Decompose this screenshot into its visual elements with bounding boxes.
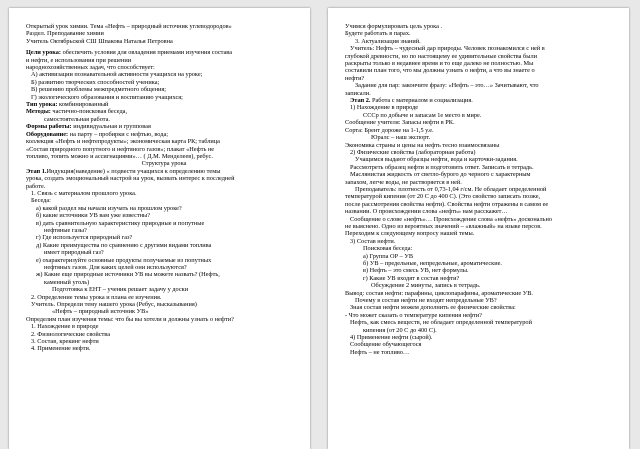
right-page-line: Переходим к следующему вопросу нашей темы. [345,230,475,238]
left-page-line [26,168,302,175]
left-page-line: Открытый урок химии. Тема «Нефть – природный источник углеводородов» [26,23,232,30]
bold-lead: Этап 1. [26,167,47,175]
line-rest: обеспечить условия для овладения приемами изучения состава [61,49,232,57]
right-page-line: глубокой древности, но по настоящему ее удивительные свойства были [345,52,537,60]
left-page-line: Учитель Октябрьской СШ Шпакова Наталья Петровна [26,37,173,45]
right-page-line: 3. Актуализация знаний. [355,37,421,45]
document-page-right [328,8,629,449]
bold-lead: Тип урока: [26,101,58,109]
right-page-line: температурой кипения (от 20 С до 400 С). (Это свойство записать позже, [345,193,541,201]
right-page-line: Маслянистая жидкость от светло-бурого до черного с характерным [350,171,531,179]
right-page-line: Экономика страны и цены на нефть тесно взаимосвязаны [345,141,500,149]
right-page-line: Почему в состав нефти не входят непредельные УВ? [355,297,497,305]
right-page-line: Вывод: состав нефти: парафины, циклопарафины, ароматические УВ. [345,289,534,297]
right-page-line [345,97,621,104]
left-page-line: 2. Определение темы урока и плана ее изучения. [31,293,162,301]
right-page-line: кипения (от 20 С до 400 С). [363,326,437,334]
left-page-text [26,23,302,353]
right-page-line: Задание для пар: закончите фразу: «Нефть – это…» Зачитывают, что [355,82,539,90]
left-page-line: Беседа: [31,197,51,205]
left-page-line [26,108,302,115]
right-page-line: 2) Физические свойства (лабораторная работа) [350,148,476,156]
bold-lead: Методы: [26,108,51,116]
bold-lead: Цели урока: [26,49,62,57]
right-page-line: Преподаватель: плотность от 0,73-1,04 г/см. Не обладает определенной [355,185,547,193]
left-page-line: е) охарактеризуйте основные продукты получаемые из попутных [36,256,212,264]
right-page-line: в) Нефть – это смесь УВ, нет формулы. [363,267,469,275]
right-page-line: 3) Состав нефти. [350,237,396,245]
left-page-line: б) какие источники УВ вам уже известны? [36,212,151,220]
left-page-line: Б) развитию творческих способностей ученика; [31,78,160,86]
left-page-line: урока, создать эмоциональный настрой на урок, вызвать интерес к последней [26,175,235,183]
left-page-line [26,123,302,130]
left-page-line: ж) Какие еще природные источники УВ вы можете назвать? (Нефть, [36,271,220,279]
left-page-line: работе. [26,182,46,190]
left-page-line: Раздел. Преподавание химии [26,30,104,38]
right-page-line: Сообщение обучающегося [350,341,422,349]
left-page-line: а) какой раздел мы начали изучать на прошлом уроке? [36,204,182,212]
left-page-line: каменный уголь) [44,278,90,286]
document-page-left [9,8,310,449]
right-page-line: Будете работать в парах. [345,30,411,38]
line-rest: Работа с материалом и социализация. [370,97,473,105]
right-page-line: Нефть – не топливо… [350,348,410,356]
left-page-line: Структура урока [141,160,187,168]
right-page-line: Сорта: Брент дороже на 1-1,5 у.е. [345,126,434,134]
left-page-line [26,49,302,56]
right-page-line: СССр по добыче и запасам 1е место в мире. [363,111,482,119]
left-page-line: имеет природный газ? [44,249,104,257]
right-page-line: б) УВ – предельные, непредельные, ароматические. [363,260,502,267]
right-page-line: раскрыты только в недавнее время и то еще далеко не полностью. Мы [345,60,534,68]
left-page-line: коллекция «Нефть и нефтепродукты»; экономическая карта РК; таблица [26,138,220,146]
right-page-line: Нефть, как смесь веществ, не обладает определенной температурой [350,319,532,327]
left-page-line: 1. Нахождение в природе [31,323,99,331]
right-page-line: Учащимся выдают образцы нефти, вода и карточки-задания. [355,156,518,164]
left-page-line: В) решению проблемы межпредметного общения; [31,86,167,94]
left-page-line: 4. Применение нефти. [31,345,91,353]
left-page-line: Подготовка к ЕНТ – ученик решает задачу у доски [52,286,189,294]
right-page-line: названии. О происхождении слова «нефть» нам расскажет… [345,208,508,216]
right-page-line: Поисковая беседа: [363,245,413,253]
right-page-line: 1) Нахождение в природе [350,104,419,112]
right-page-line: Обсуждение 2 минуты, запись в тетрадь. [371,282,481,290]
right-page-line: записали. [345,89,371,97]
line-rest: комбинированный [57,101,109,109]
right-page-line: Юралс – наш экспорт. [371,134,431,142]
left-page-line: 2. Физиологические свойства [31,330,110,338]
right-page-line: нефти? [345,74,365,82]
right-page-line: Учимся формулировать цель урока . [345,23,443,30]
right-page-line: Рассмотреть образец нефти и подготовить ответ. Записать в тетрадь. [350,163,534,171]
right-page-line: а) Группа ОР – УВ [363,252,414,260]
left-page-line: Г) экологического образования и воспитанию учащихся; [31,93,183,101]
left-page-line: 1. Связь с материалом прошлого урока. [31,189,137,197]
right-page-line: г) Какие УВ входят в состав нефти? [363,274,460,282]
bold-lead: Этап 2. [350,97,371,105]
line-rest: частично-поисковая беседа, [50,108,128,116]
left-page-line: нефтяные газы? [44,226,87,234]
left-page-line: и нефти, е использования при решении [26,56,132,64]
line-rest: индивидуальная и групповая [71,123,151,131]
right-page-line: не выяснено. Одно из вероятных значений – «влажный» на языке персов. [345,222,542,230]
right-page-line: составили план того, что мы должны узнать о нефти, а что вы знаете о [345,67,535,75]
bold-lead: Формы работы: [26,123,72,131]
left-page-line: в) дать сравнительную характеристику природные и попутные [36,219,205,227]
left-page-line: «Состав природного попутного и нефтяного газов»; плакат «Нефть не [26,145,215,153]
right-page-line: Учитель: Нефть – чудесный дар природы. Человек познакомился с ней в [350,45,545,53]
left-page-line: 3. Состав, крекинг нефти [31,338,99,346]
right-page-line: Сообщение учителя: Запасы нефти в РК. [345,119,455,127]
right-page-line: Зная состав нефти можем дополнить ее физические свойства: [350,304,516,312]
left-page-line: г) Где используется природный газ? [36,234,133,242]
left-page-line: Учитель. Определи тему нашего урока (Ребус, высказывания) [31,301,197,309]
left-page-line: топливо, топить можно и ассигнациями»… ( Д.М. Менделеев), ребус. [26,152,213,160]
left-page-line: Определим план изучения темы: что бы вы хотели и должны узнать о нефти? [26,315,234,323]
left-page-line [26,131,302,138]
right-page-text [345,23,621,356]
left-page-line: самостоятельная работа. [44,115,110,123]
right-page-line: после рассмотрения свойства нефти). Свойства нефти отражены в самом ее [345,200,549,208]
right-page-line: Сообщение о слове «нефть»… Происхождение слова «нефть» досконально [350,215,553,223]
right-page-line: запахом, легче воды, не растворяется в ней. [345,178,462,186]
left-page-line [26,101,302,108]
bold-lead: Оборудование: [26,130,69,138]
left-page-line: нефтяных газов. Для каких целей они используются? [44,264,187,271]
line-rest: Индукция(наведение) « подвести учащихся к определению темы [46,167,221,175]
left-page-line: «Нефть – природный источник УВ» [52,308,149,316]
right-page-line: 4) Применение нефти (сырой). [350,334,433,342]
left-page-line: А) активизации познавательной активности учащихся на уроке; [31,71,203,79]
left-page-line: народнохозяйственных задач, что способствует: [26,64,155,72]
right-page-line: - Что может сказать о температуре кипения нефти? [345,311,482,319]
line-rest: на парту – пробирки с нефтью, вода; [68,130,169,138]
left-page-line: д) Какие преимущества по сравнению с другими видами топлива [36,241,212,249]
